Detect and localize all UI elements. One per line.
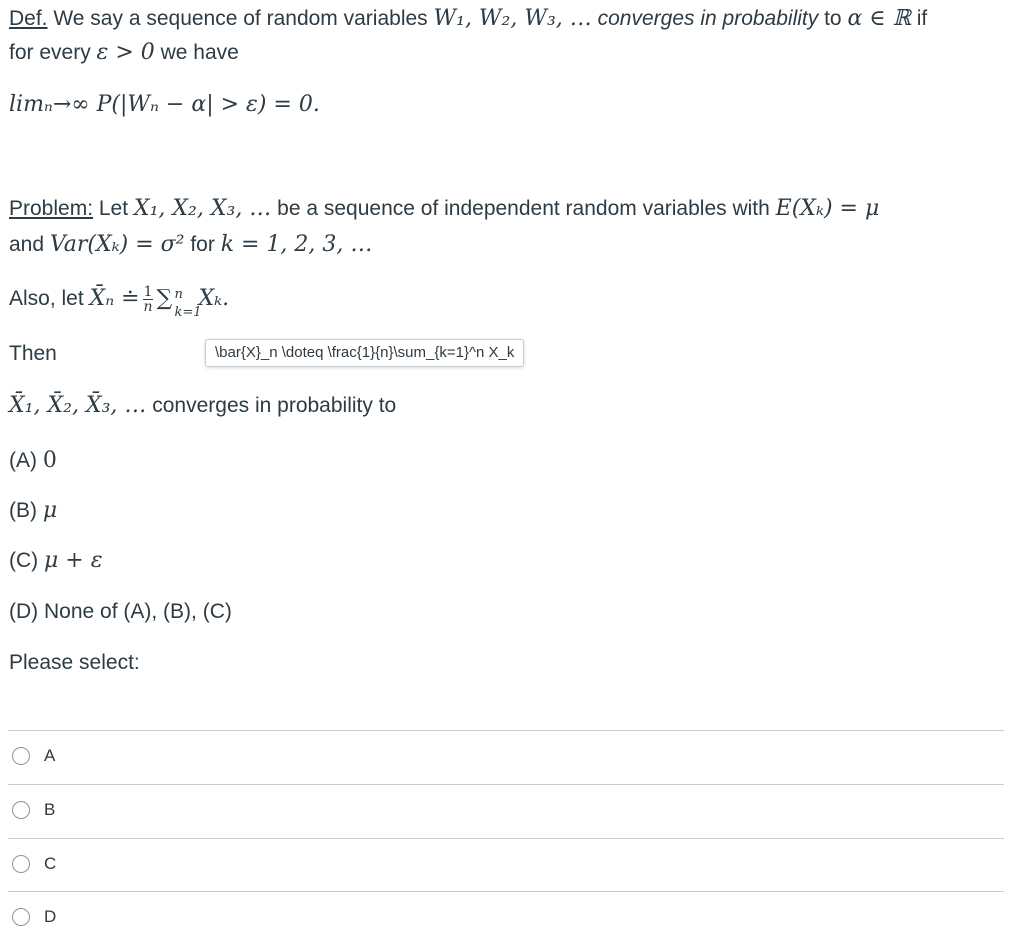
problem-seq-math: X₁, X₂, X₃, … xyxy=(133,196,272,221)
def-we-have: we have xyxy=(154,41,239,64)
radio-button-icon[interactable] xyxy=(12,855,30,873)
choice-a-math: 0 xyxy=(42,448,57,473)
choice-d xyxy=(9,595,232,629)
def-text-if: if xyxy=(910,7,928,30)
def-alpha-math: α ∈ ℝ xyxy=(847,6,911,31)
limit-formula xyxy=(9,88,320,122)
sum-lower-limit: k=1 xyxy=(174,305,202,321)
sum-term-math: Xₖ. xyxy=(198,286,230,311)
def-text-to: to xyxy=(818,7,848,30)
def-seq-math: W₁, W₂, W₃, … xyxy=(433,6,592,31)
divider xyxy=(8,838,1004,839)
sigma-symbol: ∑ xyxy=(156,286,173,312)
def-term: converges in probability xyxy=(591,7,819,30)
answer-option-a[interactable] xyxy=(12,741,55,771)
choice-c xyxy=(9,544,103,578)
sum-upper-limit: n xyxy=(174,287,183,303)
radio-button-icon[interactable] xyxy=(12,801,30,819)
latex-source-tooltip: \bar{X}_n \doteq \frac{1}{n}\sum_{k=1}^n X_k xyxy=(205,339,524,367)
limit-math: limₙ→∞ P(|Wₙ − α| > ε) = 0. xyxy=(9,92,320,117)
divider xyxy=(8,891,1004,892)
problem-text: be a sequence of independent random variables with xyxy=(271,197,776,220)
then-label xyxy=(9,337,57,371)
choice-b-label: (B) xyxy=(9,499,43,522)
then-text: Then xyxy=(9,342,57,365)
xbar-def-math: X̄ₙ ≐ xyxy=(89,286,140,311)
one-over-n-fraction xyxy=(143,285,154,314)
summation xyxy=(156,282,202,321)
radio-button-icon[interactable] xyxy=(12,908,30,926)
problem-lead: Problem: xyxy=(9,197,94,220)
fraction-denominator: n xyxy=(143,298,153,315)
radio-button-icon[interactable] xyxy=(12,747,30,765)
choice-c-math: μ + ε xyxy=(44,548,103,573)
fraction-numerator: 1 xyxy=(143,283,153,300)
def-eps-math: ε > 0 xyxy=(96,40,155,65)
option-c-label[interactable]: C xyxy=(44,854,57,873)
definition-line-2 xyxy=(9,36,239,70)
prompt-text: Please select: xyxy=(9,651,140,674)
problem-and: and xyxy=(9,233,50,256)
def-for-every: for every xyxy=(9,41,97,64)
divider xyxy=(8,730,1004,731)
answer-option-b[interactable] xyxy=(12,795,55,825)
choice-c-label: (C) xyxy=(9,549,44,572)
problem-let: Let xyxy=(93,197,134,220)
answer-option-d[interactable] xyxy=(12,902,56,932)
problem-for: for xyxy=(184,233,221,256)
choice-b-math: μ xyxy=(42,498,58,523)
also-let: Also, let xyxy=(9,287,90,310)
xbar-seq-math: X̄₁, X̄₂, X̄₃, … xyxy=(9,393,147,418)
k-values-math: k = 1, 2, 3, … xyxy=(220,232,373,257)
def-lead: Def. xyxy=(9,7,48,30)
choice-d-label: (D) None of (A), (B), (C) xyxy=(9,600,232,623)
divider xyxy=(8,784,1004,785)
option-b-label[interactable]: B xyxy=(44,800,56,819)
answer-option-c[interactable] xyxy=(12,849,56,879)
variance-math: Var(Xₖ) = σ² xyxy=(49,232,185,257)
problem-line-1 xyxy=(9,192,879,226)
def-text: We say a sequence of random variables xyxy=(47,7,434,30)
option-d-label[interactable]: D xyxy=(44,907,57,926)
convergence-line xyxy=(9,389,396,423)
definition-line-1 xyxy=(9,2,927,36)
choice-a xyxy=(9,444,57,478)
problem-line-3 xyxy=(9,282,230,321)
expectation-math: E(Xₖ) = μ xyxy=(775,196,880,221)
choice-a-label: (A) xyxy=(9,449,43,472)
convergence-text: converges in probability to xyxy=(146,394,397,417)
problem-line-2 xyxy=(9,228,372,262)
choice-b xyxy=(9,494,57,528)
please-select-prompt xyxy=(9,646,140,680)
option-a-label[interactable]: A xyxy=(44,746,56,765)
